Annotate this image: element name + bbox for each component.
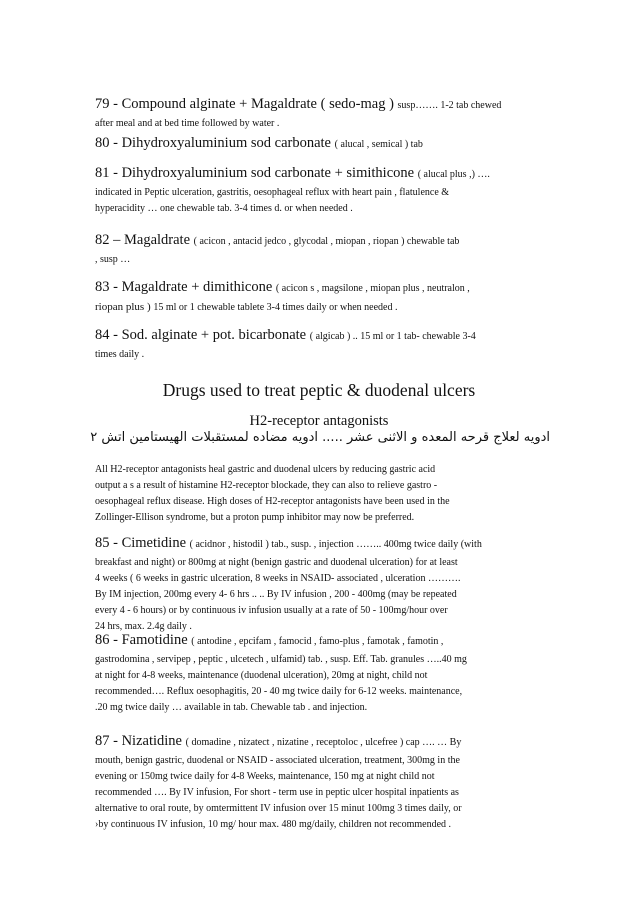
drug-detail-text: 15 ml or 1 chewable tablete 3-4 times daily or when needed . — [153, 302, 398, 313]
drug-detail-text: every 4 - 6 hours) or by continuous iv infusion usually at a rate of 50 - 100mg/hour over — [95, 605, 448, 616]
text-line — [95, 652, 555, 668]
drug-heading: 79 - Compound alginate + Magaldrate ( sedo-mag ) — [95, 96, 398, 112]
drug-entry-85 — [95, 533, 555, 635]
drug-detail-text: after meal and at bed time followed by water . — [95, 118, 280, 129]
text-line — [95, 700, 555, 716]
drug-detail-text: alternative to oral route, by omtermittent IV infusion over 15 minut 100mg 3 times daily, or — [95, 803, 462, 814]
drug-heading: 82 – Magaldrate — [95, 232, 194, 248]
text-line — [95, 201, 555, 217]
drug-detail-text: By IM injection, 200mg every 4- 6 hrs .. .. By IV infusion , 200 - 400mg (may be repeated — [95, 589, 457, 600]
drug-detail-text: oesophageal reflux disease. High doses of H2-receptor antagonists have been used in the — [95, 496, 450, 507]
drug-detail-text: ( acidnor , histodil ) tab., susp. , injection …….. 400mg twice daily (with — [189, 539, 482, 550]
drug-heading: 81 - Dihydroxyaluminium sod carbonate + simithicone — [95, 165, 418, 181]
text-line — [95, 299, 555, 316]
drug-detail-text: mouth, benign gastric, duodenal or NSAID - associated ulceration, treatment, 300mg in the — [95, 755, 460, 766]
drug-detail-text: 4 weeks ( 6 weeks in gastric ulceration, 8 weeks in NSAID- associated , ulceration ………. — [95, 573, 461, 584]
text-line — [95, 571, 555, 587]
drug-detail-text: ( alucal plus ,) …. — [417, 169, 490, 180]
text-line — [95, 133, 555, 155]
drug-entry-80 — [95, 133, 555, 155]
text-line — [95, 603, 555, 619]
text-line — [95, 277, 555, 299]
text-line — [95, 116, 555, 132]
text-line — [95, 817, 555, 833]
drug-detail-text: evening or 150mg twice daily for 4-8 Weeks, maintenance, 150 mg at night child not — [95, 771, 435, 782]
drug-heading: 87 - Nizatidine — [95, 733, 186, 749]
text-line — [95, 753, 555, 769]
drug-detail-text: riopan plus ) — [95, 301, 154, 313]
drug-detail-text: ( alucal , semical ) tab — [334, 139, 423, 150]
text-line — [95, 510, 555, 526]
drug-entry-87 — [95, 731, 555, 833]
text-line — [95, 785, 555, 801]
drug-entry-82 — [95, 230, 555, 268]
drug-heading: 86 - Famotidine — [95, 632, 192, 648]
text-line — [95, 801, 555, 817]
intro-paragraph — [95, 462, 555, 526]
drug-detail-text: .20 mg twice daily … available in tab. Chewable tab . and injection. — [95, 702, 368, 713]
drug-detail-text: Zollinger-Ellison syndrome, but a proton pump inhibitor may now be preferred. — [95, 512, 415, 523]
drug-detail-text: ( domadine , nizatect , nizatine , receptoloc , ulcefree ) cap …. … By — [185, 737, 462, 748]
sub-title: H2-receptor antagonists — [249, 413, 389, 429]
text-line — [95, 555, 555, 571]
text-line — [95, 230, 555, 252]
drug-detail-text: indicated in Peptic ulceration, gastritis, oesophageal reflux with heart pain , flatulence & — [95, 187, 450, 198]
drug-entry-83 — [95, 277, 555, 316]
drug-detail-text: ( antodine , epcifam , famocid , famo-plus , famotak , famotin , — [191, 636, 444, 647]
drug-detail-text: breakfast and night) or 800mg at night (benign gastric and duodenal ulceration) for at least — [95, 557, 458, 568]
drug-heading: 84 - Sod. alginate + pot. bicarbonate — [95, 327, 310, 343]
text-line — [95, 163, 555, 185]
drug-detail-text: ( acicon , antacid jedco , glycodal , miopan , riopan ) chewable tab — [193, 236, 460, 247]
text-line — [95, 731, 555, 753]
text-line — [95, 769, 555, 785]
text-line — [95, 533, 555, 555]
drug-detail-text: gastrodomina , servipep , peptic , ulcetech , ulfamid) tab. , susp. Eff. Tab. granules …..40 mg — [95, 654, 467, 665]
arabic-subtitle: ادويه لعلاج قرحه المعده و الاثنى عشر ..... ادويه مضاده لمستقبلات الهيستامين اتش ٢ — [90, 430, 550, 445]
text-line — [95, 94, 555, 116]
text-line — [95, 478, 555, 494]
text-line — [95, 494, 555, 510]
text-line — [95, 587, 555, 603]
drug-entry-79 — [95, 94, 555, 132]
text-line — [95, 347, 555, 363]
text-line — [95, 684, 555, 700]
drug-detail-text: times daily . — [95, 349, 145, 360]
drug-detail-text: ›by continuous IV infusion, 10 mg/ hour max. 480 mg/daily, children not recommended . — [95, 819, 452, 830]
drug-detail-text: output a s a result of histamine H2-receptor blockade, they can also to relieve gastro - — [95, 480, 438, 491]
text-line — [95, 668, 555, 684]
text-line — [95, 462, 555, 478]
section-title: Drugs used to treat peptic & duodenal ulcers — [162, 380, 476, 400]
drug-detail-text: susp……. 1-2 tab chewed — [397, 100, 502, 111]
drug-entry-81 — [95, 163, 555, 217]
drug-detail-text: All H2-receptor antagonists heal gastric and duodenal ulcers by reducing gastric acid — [95, 464, 436, 475]
text-line — [95, 252, 555, 268]
drug-entry-86 — [95, 630, 555, 716]
drug-heading: 85 - Cimetidine — [95, 535, 190, 551]
text-line — [95, 630, 555, 652]
drug-detail-text: ( algicab ) .. 15 ml or 1 tab- chewable 3-4 — [309, 331, 476, 342]
drug-detail-text: at night for 4-8 weeks, maintenance (duodenal ulceration), 20mg at night, child not — [95, 670, 428, 681]
drug-detail-text: recommended…. Reflux oesophagitis, 20 - 40 mg twice daily for 6-12 weeks. maintenance, — [95, 686, 463, 697]
text-line — [95, 185, 555, 201]
drug-detail-text: 24 hrs, max. 2.4g daily . — [95, 621, 192, 632]
drug-entry-84 — [95, 325, 555, 363]
drug-detail-text: hyperacidity … one chewable tab. 3-4 times d. or when needed . — [95, 203, 353, 214]
drug-heading: 80 - Dihydroxyaluminium sod carbonate — [95, 135, 335, 151]
drug-heading: 83 - Magaldrate + dimithicone — [95, 279, 276, 295]
drug-detail-text: recommended …. By IV infusion, For short - term use in peptic ulcer hospital inpatients as — [95, 787, 459, 798]
drug-detail-text: , susp … — [95, 254, 131, 265]
drug-detail-text: ( acicon s , magsilone , miopan plus , neutralon , — [275, 283, 470, 294]
text-line — [95, 325, 555, 347]
